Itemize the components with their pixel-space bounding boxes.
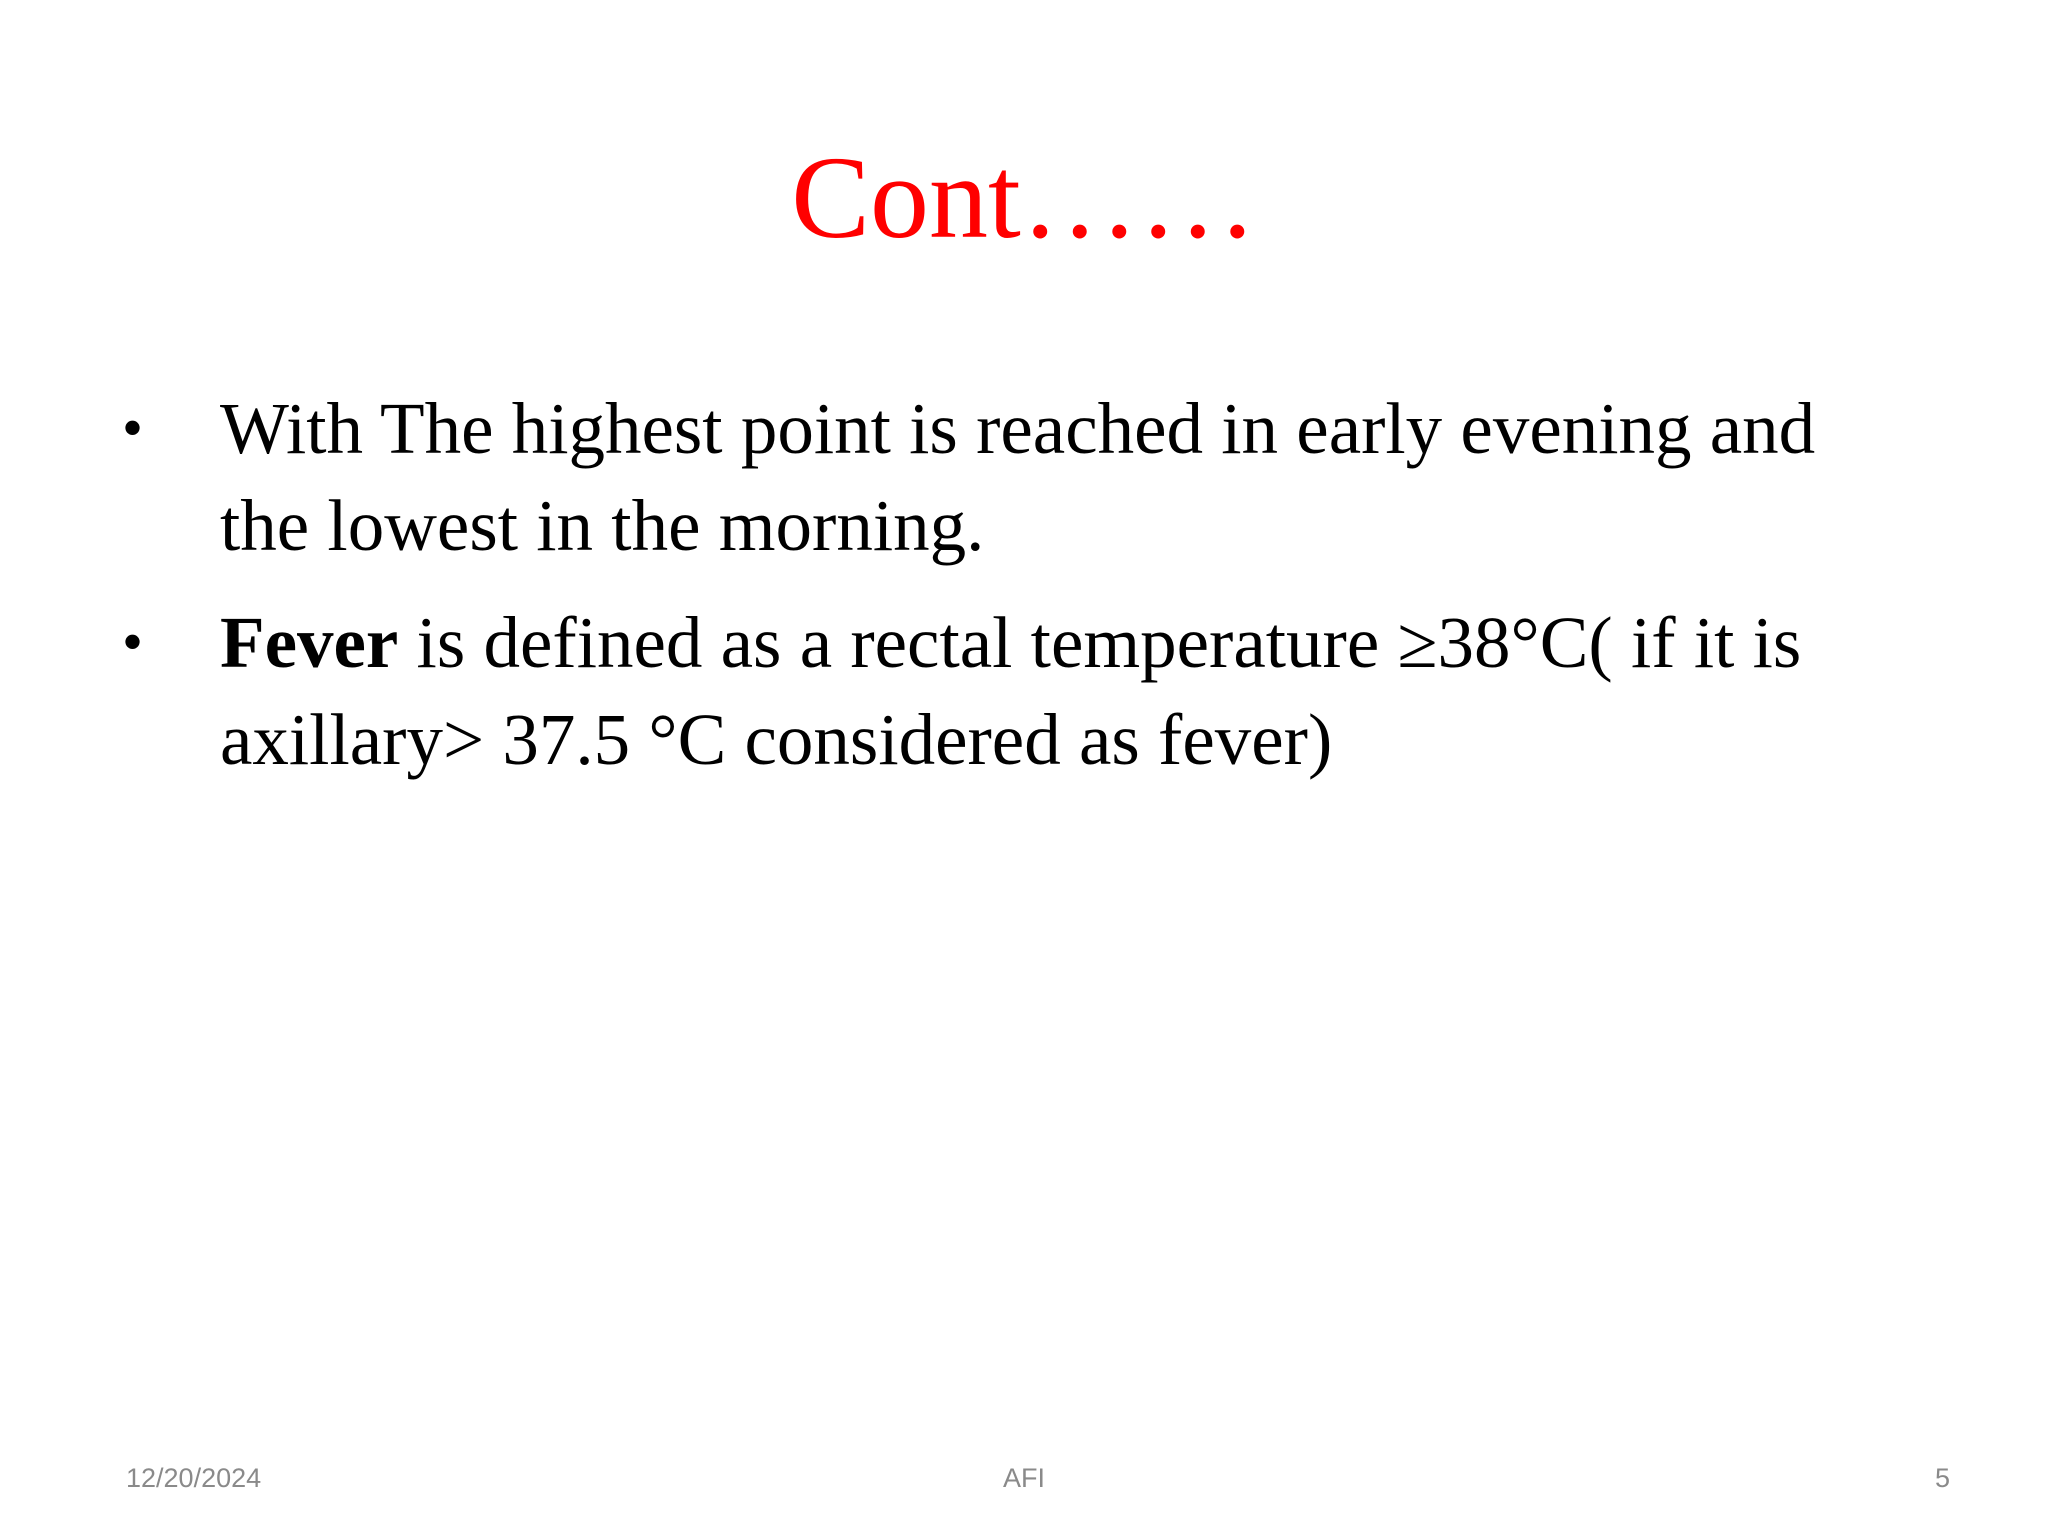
footer-center-text: AFI bbox=[1002, 1463, 1045, 1493]
footer-date: 12/20/2024 bbox=[126, 1463, 262, 1493]
bullet-body: With The highest point is reached in early evening and the lowest in the morning. bbox=[220, 388, 1816, 566]
bullet-text bbox=[220, 388, 1815, 566]
bullet-icon: • bbox=[122, 609, 144, 675]
slide-title: Cont…… bbox=[791, 132, 1257, 263]
bullet-bold-term: Fever bbox=[220, 602, 399, 683]
bullet-list bbox=[120, 380, 1920, 808]
bullet-body: is defined as a rectal temperature ≥38°C( if it is axillary> 37.5 °C considered as fever) bbox=[220, 602, 1802, 780]
bullet-text bbox=[220, 602, 1801, 780]
bullet-item bbox=[120, 594, 1920, 788]
bullet-icon: • bbox=[122, 395, 144, 461]
bullet-item bbox=[120, 380, 1920, 574]
footer-page-number: 5 bbox=[1934, 1463, 1950, 1493]
